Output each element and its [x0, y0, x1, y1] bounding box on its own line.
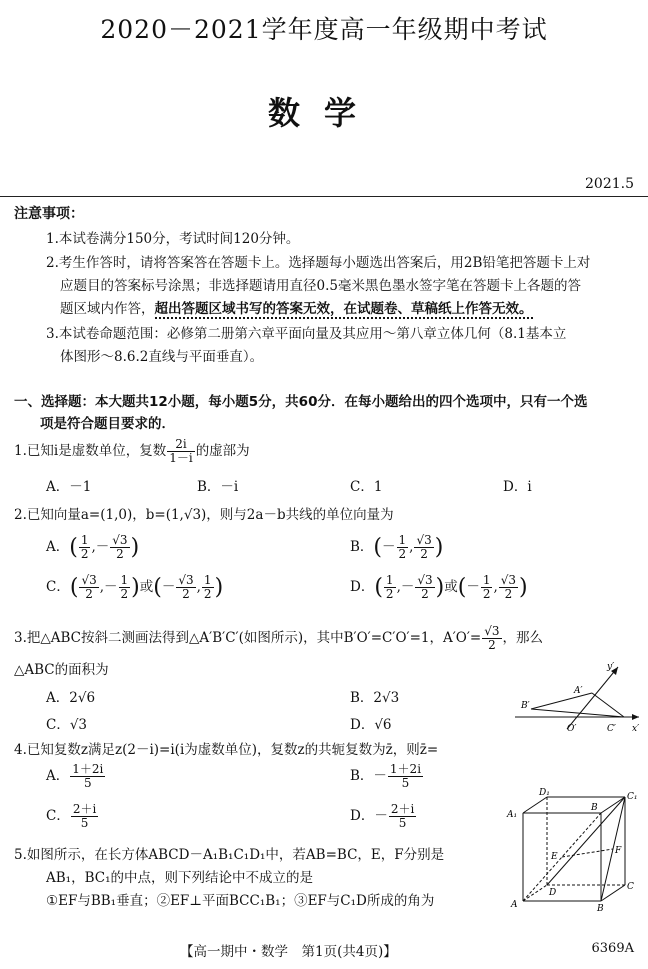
q2-b-label: B．	[350, 539, 374, 555]
q4-a-frac	[70, 763, 105, 790]
q3-option-b: B．2√3	[350, 690, 400, 706]
question-4-stem: 4.已知复数z满足z(2－i)=i(i为虚数单位)，复数z的共轭复数为z̄，则z̄=	[14, 742, 439, 758]
label-o: O′	[567, 724, 577, 733]
or-word: 或	[139, 579, 154, 595]
label-a: A	[511, 900, 518, 910]
q2-d-label: D．	[350, 579, 375, 595]
sep: ,	[396, 579, 401, 595]
notes-heading: 注意事项：	[14, 206, 84, 222]
sign: －	[400, 579, 415, 595]
exam-date: 2021.5	[585, 176, 634, 192]
frac-den: 2	[385, 587, 394, 601]
sep: ,	[409, 539, 414, 555]
frac-den: 2	[85, 587, 93, 601]
q4-c-frac	[71, 803, 98, 830]
frac-num: 1	[385, 573, 394, 587]
q2-c-frac3	[176, 574, 195, 601]
q2-option-c: C．( $\frac{√3}{2}$ ,－ $\frac{1}{2}$ )或(－ $\frac{√3}{2}$ , $\frac{1}{2}$ )	[46, 573, 224, 601]
q2-a-label: A．	[46, 539, 70, 555]
note-2-plain: 题区域内作答，	[60, 301, 155, 317]
q2-c-frac2	[119, 574, 131, 601]
q4-d-label: D．－	[350, 808, 388, 824]
q1-option-d: D．i	[503, 479, 532, 495]
question-3-stem	[14, 625, 543, 652]
q2-b-frac2	[414, 534, 433, 561]
frac-den: 2	[420, 547, 428, 561]
frac-num: 2＋i	[390, 802, 415, 816]
q2-d-frac2	[415, 574, 434, 601]
question-3-stem-2: △ABC的面积为	[14, 662, 109, 678]
frac-den: 5	[80, 816, 89, 830]
label-c: C	[627, 882, 634, 892]
frac-den: 2	[488, 638, 496, 652]
frac-num: √3	[416, 533, 432, 547]
frac-num: √3	[500, 573, 517, 587]
q2-a-frac2	[110, 534, 129, 561]
label-b: B	[597, 904, 604, 913]
note-2-line-3	[60, 297, 533, 317]
q2-c-frac1	[79, 574, 98, 601]
frac-num: √3	[81, 573, 97, 587]
section-heading-2: 项是符合题目要求的．	[40, 416, 175, 432]
question-5-line-3: ①EF与BB₁垂直；②EF⊥平面BCC₁B₁；③EF与C₁D所成的角为	[46, 893, 435, 909]
frac-den: 2	[203, 587, 212, 601]
frac-den: 2	[504, 587, 513, 601]
q3-fraction	[482, 625, 501, 652]
label-d: D	[549, 888, 557, 898]
q2-b-frac1	[397, 534, 409, 561]
frac-num: 1	[398, 533, 407, 547]
label-c: C′	[607, 724, 616, 733]
note-2-line-2: 应题目的答案标号涂黑；非选择题请用直径0.5毫米黑色墨水签字笔在答题卡上各题的答	[60, 278, 581, 294]
frac-num: 1＋2i	[389, 762, 422, 776]
label-b1: B	[591, 803, 598, 813]
q3-stem-a: 3.把△ABC按斜二测画法得到△A′B′C′(如图所示)，其中B′O′=C′O′=1，A′O′=	[14, 630, 482, 646]
sign: －	[466, 579, 480, 595]
frac-num: √3	[484, 624, 500, 638]
sign: －	[104, 579, 118, 595]
q4-option-d	[350, 803, 417, 830]
side-b-a	[531, 693, 592, 709]
label-a1: A₁	[507, 810, 518, 820]
q1-option-a: A．－1	[46, 479, 92, 495]
label-e: E	[551, 852, 558, 862]
or-word: 或	[444, 579, 458, 595]
q1-option-c: C．1	[350, 479, 383, 495]
sep: ,	[196, 579, 201, 595]
q3-oblique-figure	[505, 655, 645, 733]
exam-title: 2020－2021学年度高一年级期中考试	[100, 15, 548, 44]
q2-d-frac4	[499, 574, 518, 601]
section-heading-1: 一、选择题：本大题共12小题，每小题5分，共60分．在每小题给出的四个选项中，只有一个选	[14, 394, 588, 410]
frac-num: √3	[112, 533, 128, 547]
q3-stem-b: ，那么	[502, 630, 544, 646]
q3-option-a: A．2√6	[46, 690, 96, 706]
frac-num: 1	[203, 573, 212, 587]
edge-a-d	[523, 885, 547, 901]
segment-e-f	[562, 849, 613, 857]
note-1: 1.本试卷满分150分，考试时间120分钟。	[46, 231, 300, 247]
label-y: y′	[607, 662, 615, 672]
sign: －	[95, 539, 110, 555]
q4-b-label: B．－	[350, 768, 387, 784]
label-c1: C₁	[627, 792, 638, 802]
frac-den: 5	[398, 816, 407, 830]
sep: ,	[99, 579, 105, 595]
frac-num: √3	[178, 573, 194, 587]
q1-frac-den: 1－i	[169, 451, 193, 465]
sign: －	[382, 539, 396, 555]
q2-option-d: D．( $\frac{1}{2}$ ,－ $\frac{√3}{2}$ )或(－ $\frac{1}{2}$ , $\frac{√3}{2}$ )	[350, 573, 528, 601]
q4-c-label: C．	[46, 808, 70, 824]
label-b: B′	[521, 701, 530, 711]
frac-num: 1＋2i	[72, 762, 104, 776]
q4-option-b	[350, 763, 424, 790]
question-5-line-2: AB₁，BC₁的中点，则下列结论中不成立的是	[46, 870, 313, 886]
side-a-c	[592, 693, 624, 717]
note-3-line-1: 3.本试卷命题范围：必修第二册第六章平面向量及其应用～第八章立体几何（8.1基本立	[46, 326, 567, 342]
sep: ,	[493, 579, 498, 595]
q2-a-frac1	[79, 534, 91, 561]
q3-option-c: C．√3	[46, 717, 88, 733]
q4-a-label: A．	[46, 768, 70, 784]
frac-den: 5	[83, 776, 92, 790]
q2-d-frac1	[384, 574, 396, 601]
sep: ,	[91, 539, 96, 555]
label-a: A′	[574, 686, 583, 696]
label-d1: D₁	[539, 788, 550, 798]
q4-option-a	[46, 763, 106, 790]
q2-c-label: C．	[46, 579, 70, 595]
frac-num: 1	[80, 533, 89, 547]
frac-num: 1	[120, 573, 129, 587]
sign: －	[161, 579, 176, 595]
note-3-line-2: 体图形～8.6.2直线与平面垂直）。	[60, 349, 264, 365]
frac-den: 5	[401, 776, 410, 790]
frac-den: 2	[116, 547, 124, 561]
note-2-line-1: 2.考生作答时，请将答案答在答题卡上。选择题每小题选出答案后，用2B铅笔把答题卡上对	[46, 255, 591, 271]
diag-d-c1	[547, 797, 625, 885]
q4-d-frac	[389, 803, 416, 830]
frac-den: 2	[80, 547, 89, 561]
q2-d-frac3	[481, 574, 493, 601]
q4-b-frac	[388, 763, 423, 790]
question-1-stem	[14, 438, 250, 465]
subject-title: 数学	[267, 94, 380, 132]
q2-option-a: A．( $\frac{1}{2}$ ,－ $\frac{√3}{2}$ )	[46, 533, 140, 561]
q5-cuboid-figure	[505, 783, 643, 913]
q3-option-d: D．√6	[350, 717, 392, 733]
q1-fraction	[167, 438, 194, 465]
frac-num: 2＋i	[72, 802, 97, 816]
header-divider	[0, 196, 648, 197]
x-axis-arrow	[632, 714, 639, 720]
q1-post: 的虚部为	[195, 443, 250, 459]
page-footer: 【高一期中・数学 第1页(共4页)】	[180, 944, 397, 960]
frac-num: √3	[417, 573, 433, 587]
question-5-line-1: 5.如图所示，在长方体ABCD－A₁B₁C₁D₁中，若AB=BC，E，F分别是	[14, 847, 445, 863]
frac-den: 2	[482, 587, 491, 601]
question-2-stem: 2.已知向量a=(1,0)，b=(1,√3)，则与2a－b共线的单位向量为	[14, 507, 394, 523]
q1-option-b: B．－i	[197, 479, 239, 495]
q1-pre: 1.已知i是虚数单位，复数	[14, 443, 167, 459]
label-f: F	[615, 846, 622, 856]
q4-option-c	[46, 803, 99, 830]
frac-num: 1	[482, 573, 491, 587]
note-2-emphasis: 超出答题区域书写的答案无效，在试题卷、草稿纸上作答无效。	[154, 301, 533, 317]
label-x: x′	[632, 724, 640, 733]
frac-den: 2	[120, 587, 129, 601]
frac-den: 2	[421, 587, 429, 601]
q2-option-b: B．(－ $\frac{1}{2}$ , $\frac{√3}{2}$ )	[350, 533, 444, 561]
paper-code: 6369A	[591, 941, 634, 956]
edge-a1-d1	[523, 797, 547, 813]
frac-den: 2	[182, 587, 190, 601]
q1-frac-num: 2i	[167, 438, 194, 452]
frac-den: 2	[398, 547, 407, 561]
q2-c-frac4	[202, 574, 214, 601]
